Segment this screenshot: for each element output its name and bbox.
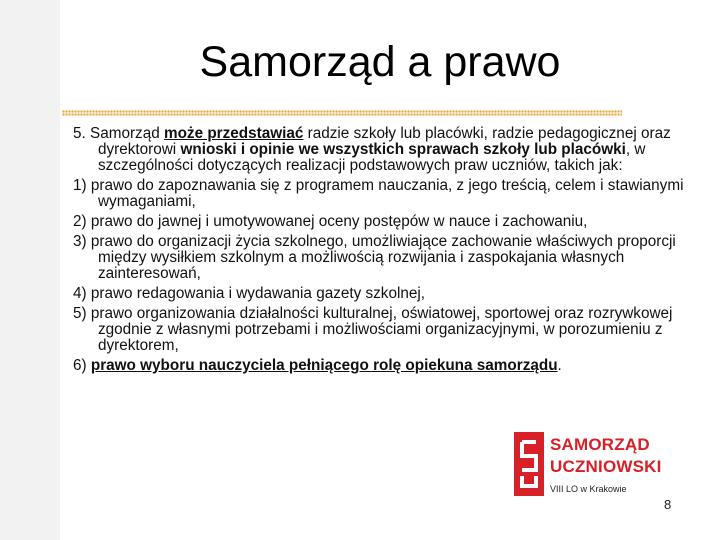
body-paragraph xyxy=(73,306,693,354)
text-segment: , w szczególności dotyczących realizacji podstawowych praw uczniów, takich jak: xyxy=(98,141,646,174)
logo-text-line1: SAMORZĄD xyxy=(550,435,650,454)
body-paragraph xyxy=(73,126,693,174)
body-paragraph xyxy=(73,234,693,282)
body-paragraph xyxy=(73,214,693,230)
body-paragraph xyxy=(73,358,693,374)
body-paragraph xyxy=(73,286,693,302)
su-logo-icon xyxy=(514,432,544,496)
text-segment: 2) prawo do jawnej i umotywowanej oceny postępów w nauce i zachowaniu, xyxy=(73,213,588,230)
slide-title: Samorząd a prawo xyxy=(199,38,561,86)
slide-body xyxy=(73,126,693,378)
text-segment: 4) prawo redagowania i wydawania gazety szkolnej, xyxy=(73,285,426,302)
text-segment: może przedstawiać xyxy=(163,125,304,142)
text-segment: 6) xyxy=(73,357,91,374)
left-band xyxy=(0,0,60,540)
text-segment: 5. Samorząd xyxy=(73,125,164,142)
logo-text-line2: UCZNIOWSKI xyxy=(550,457,662,476)
page-number: 8 xyxy=(664,497,672,512)
text-segment: . xyxy=(557,357,562,374)
body-paragraph xyxy=(73,178,693,210)
text-segment: 5) prawo organizowania działalności kulturalnej, oświatowej, sportowej oraz rozrywkowej zgodnie z własnymi potrzebami i możliwościami organizacyjnymi, w porozumieniu z dyrektorem, xyxy=(73,305,673,354)
text-segment: 1) prawo do zapoznawania się z programem nauczania, z jego treścią, celem i stawianymi wymaganiami, xyxy=(73,177,684,210)
text-segment: radzie szkoły lub placówki, radzie pedagogicznej oraz dyrektorowi xyxy=(98,125,671,158)
title-divider xyxy=(62,110,622,116)
logo-text-line3: VIII LO w Krakowie xyxy=(550,484,627,494)
text-segment: prawo wyboru nauczyciela pełniącego rolę opiekuna samorządu xyxy=(90,357,558,374)
text-segment: wnioski i opinie we wszystkich sprawach szkoły lub placówki xyxy=(180,141,626,158)
school-logo xyxy=(514,428,662,500)
text-segment: 3) prawo do organizacji życia szkolnego, umożliwiające zachowanie właściwych proporcji między wysiłkiem szkolnym a możliwością rozwijania i zaspokajania własnych zainteresowań, xyxy=(73,233,676,282)
